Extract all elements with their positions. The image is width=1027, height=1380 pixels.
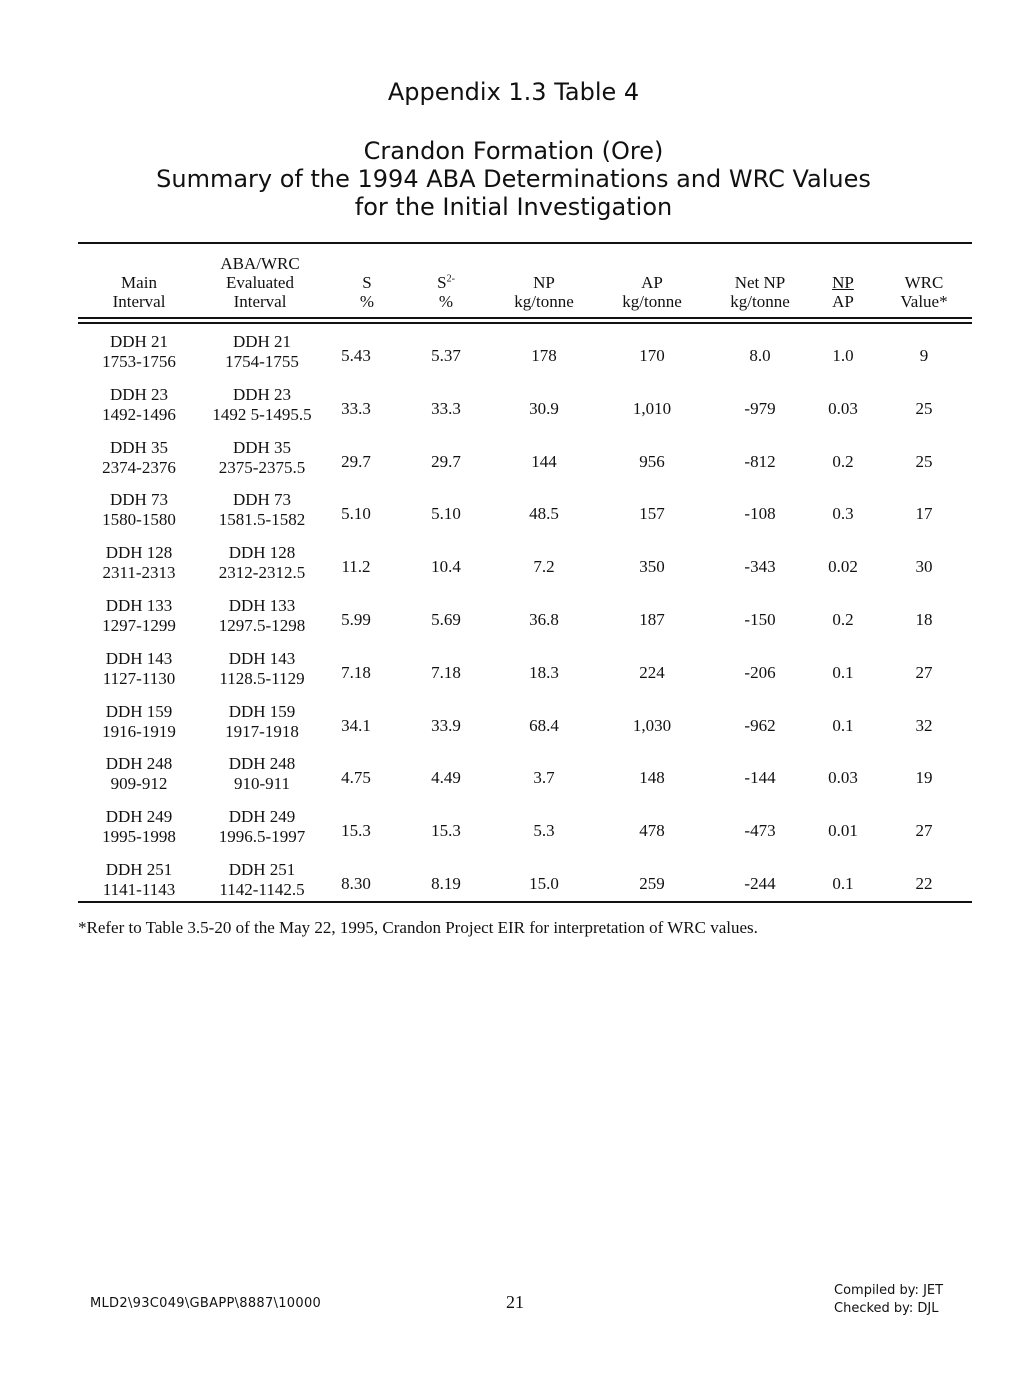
np-ap-cell: 0.1 (832, 874, 854, 893)
main-hole: DDH 128 (105, 543, 173, 563)
aba-depth: 1754-1755 (225, 352, 299, 371)
np-ap-cell: 0.1 (832, 662, 854, 682)
main-depth: 2374-2376 (102, 457, 176, 477)
sulfide-cell: 10.4 (431, 557, 461, 577)
main-interval-cell (102, 332, 176, 372)
main-hole: DDH 35 (109, 437, 169, 457)
table-title-line-3: for the Initial Investigation (354, 193, 673, 221)
main-hole: DDH 73 (109, 490, 169, 510)
sulfur-cell: 15.3 (341, 821, 371, 841)
np-ap-cell: 1.0 (832, 346, 854, 365)
wrc-cell: 9 (919, 346, 929, 365)
aba-interval-cell (219, 807, 305, 847)
header-sulfur-percent: S % (359, 273, 375, 311)
aba-hole: DDH 249 (228, 807, 296, 827)
wrc-cell: 30 (915, 557, 933, 577)
np-ap-cell: 0.03 (828, 398, 858, 418)
ap-cell: 1,010 (632, 398, 672, 418)
header-rule-lower (78, 322, 972, 324)
main-interval-cell (102, 490, 176, 530)
main-interval-cell (102, 702, 176, 742)
np-ap-cell: 0.2 (832, 610, 854, 629)
aba-interval-cell (219, 543, 305, 583)
np-cell: 7.2 (533, 557, 555, 577)
sulfur-cell: 5.10 (341, 504, 371, 524)
sulfur-cell: 11.2 (341, 557, 371, 577)
np-cell: 144 (531, 451, 557, 471)
aba-interval-cell (225, 332, 299, 372)
wrc-cell: 25 (915, 451, 933, 471)
aba-interval-cell (219, 438, 305, 478)
net-np-cell: -206 (744, 662, 776, 682)
net-np-cell: -812 (744, 451, 776, 471)
main-depth: 909-912 (110, 774, 168, 794)
aba-depth: 2312-2312.5 (218, 563, 306, 583)
wrc-cell: 22 (915, 874, 933, 893)
table-row (0, 860, 1027, 912)
net-np-cell: -962 (744, 715, 776, 735)
net-np-cell: -979 (744, 398, 776, 418)
net-np-cell: -473 (744, 821, 776, 841)
footnote: *Refer to Table 3.5-20 of the May 22, 1995, Crandon Project EIR for interpretation of WRC values. (78, 918, 758, 937)
main-hole: DDH 159 (105, 701, 173, 721)
header-np-ap-ratio: NP AP (832, 273, 854, 311)
header-rule-upper (78, 317, 972, 319)
net-np-cell: -343 (744, 557, 776, 577)
np-cell: 36.8 (529, 610, 559, 629)
sulfide-cell: 15.3 (431, 821, 461, 841)
aba-hole: DDH 23 (232, 384, 292, 404)
ap-cell: 224 (639, 662, 665, 682)
sulfide-cell: 5.10 (431, 504, 461, 524)
aba-depth: 910-911 (233, 774, 291, 794)
net-np-cell: -108 (744, 504, 776, 524)
net-np-cell: -150 (744, 610, 776, 629)
table-row (0, 754, 1027, 806)
table-row (0, 807, 1027, 859)
table-row (0, 596, 1027, 648)
net-np-cell: -244 (744, 874, 776, 893)
table-row (0, 543, 1027, 595)
appendix-title: Appendix 1.3 Table 4 (387, 78, 640, 106)
header-net-np: Net NP kg/tonne (730, 273, 790, 311)
np-ap-cell: 0.01 (828, 821, 858, 841)
sulfur-cell: 8.30 (341, 874, 371, 893)
main-interval-cell (103, 860, 175, 900)
sulfide-cell: 5.69 (431, 610, 461, 629)
main-interval-cell (102, 438, 176, 478)
aba-hole: DDH 143 (228, 648, 296, 668)
aba-interval-cell (219, 490, 305, 530)
sulfide-cell: 29.7 (431, 451, 461, 471)
main-depth: 1127-1130 (102, 668, 176, 688)
sulfur-cell: 29.7 (341, 451, 371, 471)
np-cell: 178 (531, 346, 557, 365)
sulfur-cell: 5.99 (341, 610, 371, 629)
table-row (0, 385, 1027, 437)
table-row (0, 332, 1027, 384)
aba-depth: 1581.5-1582 (218, 510, 306, 530)
aba-hole: DDH 21 (232, 332, 292, 351)
table-title (0, 137, 1027, 221)
ap-cell: 157 (639, 504, 665, 524)
aba-depth: 1917-1918 (225, 721, 299, 741)
aba-depth: 1996.5-1997 (218, 827, 306, 847)
main-depth: 2311-2313 (102, 563, 176, 583)
wrc-cell: 27 (915, 821, 933, 841)
sulfide-cell: 33.9 (431, 715, 461, 735)
header-np: NP kg/tonne (514, 273, 574, 311)
np-cell: 68.4 (529, 715, 559, 735)
np-ap-cell: 0.03 (828, 768, 858, 788)
ap-cell: 187 (639, 610, 665, 629)
sulfur-cell: 7.18 (341, 662, 371, 682)
header-sulfide-percent: $S^{2-}$ % (437, 273, 455, 311)
aba-hole: DDH 133 (228, 596, 296, 615)
aba-depth: 1142-1142.5 (219, 880, 305, 899)
file-path: MLD2\93C049\GBAPP\8887\10000 (90, 1296, 322, 1311)
sulfide-cell: 4.49 (431, 768, 461, 788)
main-depth: 1141-1143 (102, 880, 176, 899)
table-row (0, 438, 1027, 490)
main-depth: 1995-1998 (102, 827, 176, 847)
table-row (0, 702, 1027, 754)
sulfide-cell: 7.18 (431, 662, 461, 682)
np-ap-cell: 0.02 (828, 557, 858, 577)
aba-depth: 1128.5-1129 (219, 668, 305, 688)
ap-cell: 259 (639, 874, 665, 893)
sign-off (834, 1282, 943, 1318)
table-row (0, 490, 1027, 542)
ap-cell: 350 (639, 557, 665, 577)
np-cell: 48.5 (529, 504, 559, 524)
ap-cell: 1,030 (632, 715, 672, 735)
header-ap: AP kg/tonne (622, 273, 682, 311)
aba-hole: DDH 248 (228, 754, 296, 774)
wrc-cell: 19 (915, 768, 933, 788)
wrc-cell: 32 (915, 715, 933, 735)
main-depth: 1753-1756 (102, 352, 176, 371)
ap-cell: 148 (639, 768, 665, 788)
aba-depth: 2375-2375.5 (218, 457, 306, 477)
table-top-rule (78, 242, 972, 244)
table-title-line-1: Crandon Formation (Ore) (363, 137, 664, 165)
aba-interval-cell (212, 385, 311, 425)
main-hole: DDH 21 (109, 332, 169, 351)
wrc-cell: 18 (915, 610, 933, 629)
sulfide-cell: 8.19 (431, 874, 461, 893)
aba-hole: DDH 35 (232, 437, 292, 457)
np-cell: 30.9 (529, 398, 559, 418)
sulfur-cell: 5.43 (341, 346, 371, 365)
sulfur-cell: 33.3 (341, 398, 371, 418)
aba-hole: DDH 73 (232, 490, 292, 510)
aba-hole: DDH 128 (228, 543, 296, 563)
np-ap-cell: 0.2 (832, 451, 854, 471)
checked-by: Checked by: DJL (834, 1301, 939, 1316)
aba-hole: DDH 159 (228, 701, 296, 721)
aba-interval-cell (219, 649, 304, 689)
header-main-interval: Main Interval (112, 273, 166, 311)
main-hole: DDH 251 (105, 860, 173, 879)
main-interval-cell (102, 385, 176, 425)
table-title-line-2: Summary of the 1994 ABA Determinations and WRC Values (156, 165, 871, 193)
main-depth: 1916-1919 (102, 721, 176, 741)
aba-depth: 1297.5-1298 (218, 616, 306, 635)
np-cell: 5.3 (533, 821, 555, 841)
header-aba-interval: ABA/WRC Evaluated Interval (220, 254, 300, 311)
main-interval-cell (102, 596, 176, 636)
np-ap-cell: 0.3 (832, 504, 854, 524)
wrc-cell: 17 (915, 504, 933, 524)
np-cell: 18.3 (529, 662, 559, 682)
ap-cell: 478 (639, 821, 665, 841)
net-np-cell: 8.0 (749, 346, 771, 365)
sulfide-cell: 33.3 (431, 398, 461, 418)
np-cell: 15.0 (529, 874, 559, 893)
table-row (0, 649, 1027, 701)
np-cell: 3.7 (533, 768, 555, 788)
main-interval-cell (102, 807, 176, 847)
net-np-cell: -144 (744, 768, 776, 788)
aba-interval-cell (219, 860, 304, 900)
table-bottom-rule (78, 901, 972, 903)
main-depth: 1580-1580 (102, 510, 176, 530)
main-depth: 1492-1496 (102, 404, 176, 424)
main-hole: DDH 23 (109, 384, 169, 404)
wrc-cell: 27 (915, 662, 933, 682)
compiled-by: Compiled by: JET (834, 1283, 944, 1298)
wrc-cell: 25 (915, 398, 933, 418)
ap-cell: 170 (639, 346, 665, 365)
main-depth: 1297-1299 (102, 616, 176, 635)
np-ap-cell: 0.1 (832, 715, 854, 735)
aba-interval-cell (219, 596, 305, 636)
ap-cell: 956 (639, 451, 665, 471)
sulfur-cell: 34.1 (341, 715, 371, 735)
aba-interval-cell (229, 754, 296, 794)
main-interval-cell (106, 754, 173, 794)
page-number: 21 (506, 1292, 524, 1312)
main-interval-cell (103, 649, 175, 689)
main-interval-cell (102, 543, 175, 583)
aba-depth: 1492 5-1495.5 (212, 404, 312, 424)
sulfur-cell: 4.75 (341, 768, 371, 788)
aba-hole: DDH 251 (228, 860, 296, 879)
main-hole: DDH 143 (105, 648, 173, 668)
sulfide-cell: 5.37 (431, 346, 461, 365)
main-hole: DDH 133 (105, 596, 173, 615)
main-hole: DDH 248 (105, 754, 173, 774)
aba-interval-cell (225, 702, 299, 742)
main-hole: DDH 249 (105, 807, 173, 827)
header-wrc-value: WRC Value* (900, 273, 948, 311)
